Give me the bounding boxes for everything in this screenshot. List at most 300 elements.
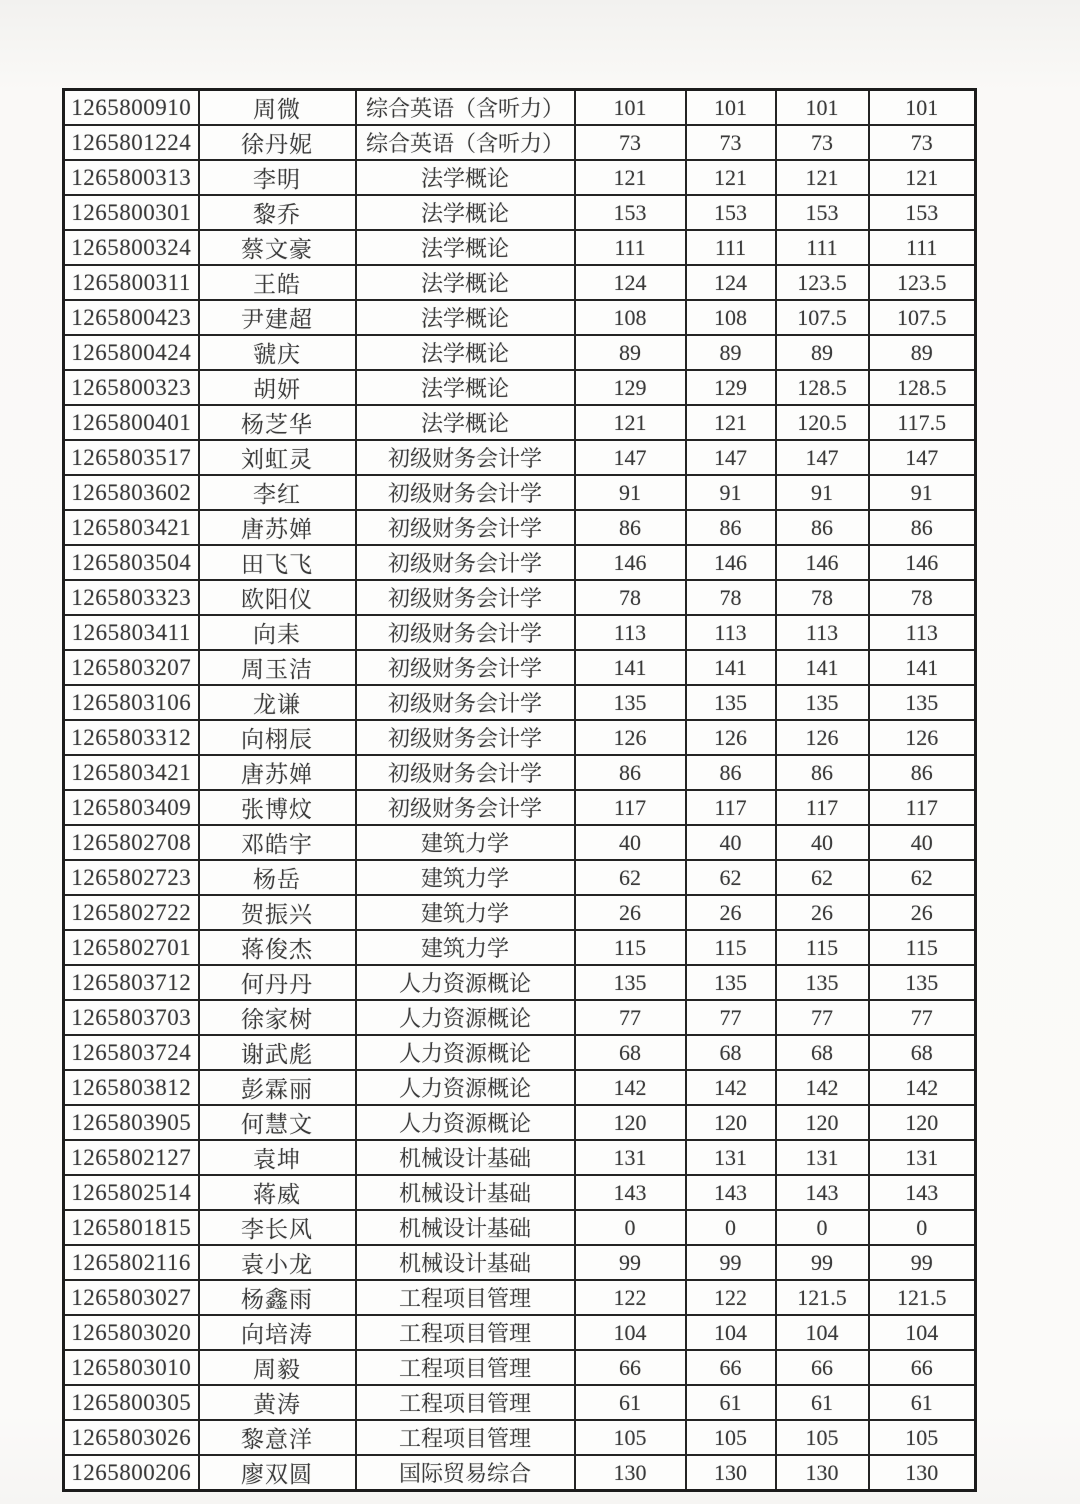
student-name-cell: 黎乔: [199, 195, 356, 230]
score-1-cell: 89: [575, 335, 686, 370]
subject-cell: 建筑力学: [356, 860, 575, 895]
student-id-cell: 1265801224: [64, 125, 199, 160]
student-name-cell: 向耒: [199, 615, 356, 650]
score-1-cell: 120: [575, 1105, 686, 1140]
score-4-cell: 120: [869, 1105, 976, 1140]
score-3-cell: 135: [776, 965, 869, 1000]
score-1-cell: 121: [575, 160, 686, 195]
score-2-cell: 40: [686, 825, 776, 860]
subject-cell: 机械设计基础: [356, 1245, 575, 1280]
student-id-cell: 1265803812: [64, 1070, 199, 1105]
score-1-cell: 0: [575, 1210, 686, 1245]
score-2-cell: 99: [686, 1245, 776, 1280]
student-id-cell: 1265803323: [64, 580, 199, 615]
subject-cell: 法学概论: [356, 160, 575, 195]
score-4-cell: 135: [869, 965, 976, 1000]
score-3-cell: 66: [776, 1350, 869, 1385]
student-name-cell: 李明: [199, 160, 356, 195]
score-4-cell: 130: [869, 1455, 976, 1491]
score-2-cell: 86: [686, 755, 776, 790]
score-3-cell: 111: [776, 230, 869, 265]
score-4-cell: 143: [869, 1175, 976, 1210]
score-2-cell: 78: [686, 580, 776, 615]
subject-cell: 初级财务会计学: [356, 685, 575, 720]
table-row: [64, 300, 976, 335]
score-1-cell: 135: [575, 965, 686, 1000]
score-1-cell: 117: [575, 790, 686, 825]
student-id-cell: 1265803027: [64, 1280, 199, 1315]
student-name-cell: 黎意洋: [199, 1420, 356, 1455]
student-name-cell: 黄涛: [199, 1385, 356, 1420]
score-3-cell: 147: [776, 440, 869, 475]
score-1-cell: 108: [575, 300, 686, 335]
table-row: [64, 930, 976, 965]
table-row: [64, 265, 976, 300]
score-2-cell: 104: [686, 1315, 776, 1350]
score-2-cell: 101: [686, 90, 776, 126]
score-2-cell: 146: [686, 545, 776, 580]
student-id-cell: 1265802708: [64, 825, 199, 860]
subject-cell: 建筑力学: [356, 825, 575, 860]
score-3-cell: 101: [776, 90, 869, 126]
score-1-cell: 105: [575, 1420, 686, 1455]
score-3-cell: 142: [776, 1070, 869, 1105]
score-4-cell: 121: [869, 160, 976, 195]
score-3-cell: 107.5: [776, 300, 869, 335]
student-id-cell: 1265803421: [64, 510, 199, 545]
table-row: [64, 90, 976, 126]
student-name-cell: 周毅: [199, 1350, 356, 1385]
student-id-cell: 1265803106: [64, 685, 199, 720]
score-3-cell: 113: [776, 615, 869, 650]
score-4-cell: 105: [869, 1420, 976, 1455]
table-row: [64, 475, 976, 510]
student-name-cell: 龙谦: [199, 685, 356, 720]
student-name-cell: 向栩辰: [199, 720, 356, 755]
score-1-cell: 122: [575, 1280, 686, 1315]
student-id-cell: 1265803026: [64, 1420, 199, 1455]
table-row: [64, 1280, 976, 1315]
score-4-cell: 141: [869, 650, 976, 685]
score-3-cell: 68: [776, 1035, 869, 1070]
subject-cell: 建筑力学: [356, 895, 575, 930]
student-id-cell: 1265802127: [64, 1140, 199, 1175]
score-1-cell: 115: [575, 930, 686, 965]
student-id-cell: 1265803703: [64, 1000, 199, 1035]
student-id-cell: 1265803411: [64, 615, 199, 650]
score-3-cell: 130: [776, 1455, 869, 1491]
score-3-cell: 26: [776, 895, 869, 930]
score-3-cell: 61: [776, 1385, 869, 1420]
student-name-cell: 周玉洁: [199, 650, 356, 685]
student-name-cell: 胡妍: [199, 370, 356, 405]
table-row: [64, 335, 976, 370]
table-row: [64, 1455, 976, 1491]
table-row: [64, 1245, 976, 1280]
score-4-cell: 86: [869, 510, 976, 545]
student-id-cell: 1265803421: [64, 755, 199, 790]
table-row: [64, 1035, 976, 1070]
table-row: [64, 125, 976, 160]
score-4-cell: 73: [869, 125, 976, 160]
student-id-cell: 1265802723: [64, 860, 199, 895]
subject-cell: 国际贸易综合: [356, 1455, 575, 1491]
subject-cell: 机械设计基础: [356, 1140, 575, 1175]
score-1-cell: 78: [575, 580, 686, 615]
student-name-cell: 袁小龙: [199, 1245, 356, 1280]
student-name-cell: 徐丹妮: [199, 125, 356, 160]
student-id-cell: 1265803712: [64, 965, 199, 1000]
student-name-cell: 谢武彪: [199, 1035, 356, 1070]
score-4-cell: 68: [869, 1035, 976, 1070]
table-row: [64, 615, 976, 650]
student-name-cell: 蒋威: [199, 1175, 356, 1210]
score-1-cell: 143: [575, 1175, 686, 1210]
student-id-cell: 1265800401: [64, 405, 199, 440]
student-name-cell: 蔡文豪: [199, 230, 356, 265]
score-1-cell: 66: [575, 1350, 686, 1385]
score-3-cell: 126: [776, 720, 869, 755]
student-id-cell: 1265802116: [64, 1245, 199, 1280]
score-4-cell: 131: [869, 1140, 976, 1175]
subject-cell: 建筑力学: [356, 930, 575, 965]
score-3-cell: 105: [776, 1420, 869, 1455]
student-id-cell: 1265803409: [64, 790, 199, 825]
score-2-cell: 135: [686, 965, 776, 1000]
score-3-cell: 131: [776, 1140, 869, 1175]
score-3-cell: 146: [776, 545, 869, 580]
student-id-cell: 1265800206: [64, 1455, 199, 1491]
subject-cell: 初级财务会计学: [356, 720, 575, 755]
student-name-cell: 田飞飞: [199, 545, 356, 580]
score-4-cell: 128.5: [869, 370, 976, 405]
table-row: [64, 545, 976, 580]
score-1-cell: 86: [575, 755, 686, 790]
score-4-cell: 123.5: [869, 265, 976, 300]
score-4-cell: 66: [869, 1350, 976, 1385]
score-4-cell: 117: [869, 790, 976, 825]
score-1-cell: 40: [575, 825, 686, 860]
table-row: [64, 965, 976, 1000]
student-name-cell: 彭霖丽: [199, 1070, 356, 1105]
table-row: [64, 1315, 976, 1350]
score-3-cell: 73: [776, 125, 869, 160]
student-id-cell: 1265803010: [64, 1350, 199, 1385]
subject-cell: 工程项目管理: [356, 1420, 575, 1455]
score-3-cell: 78: [776, 580, 869, 615]
subject-cell: 机械设计基础: [356, 1175, 575, 1210]
score-2-cell: 62: [686, 860, 776, 895]
score-1-cell: 129: [575, 370, 686, 405]
student-name-cell: 何丹丹: [199, 965, 356, 1000]
score-3-cell: 120.5: [776, 405, 869, 440]
table-row: [64, 580, 976, 615]
score-2-cell: 115: [686, 930, 776, 965]
score-1-cell: 99: [575, 1245, 686, 1280]
student-name-cell: 虢庆: [199, 335, 356, 370]
score-4-cell: 107.5: [869, 300, 976, 335]
table-row: [64, 860, 976, 895]
student-name-cell: 廖双圆: [199, 1455, 356, 1491]
score-1-cell: 131: [575, 1140, 686, 1175]
subject-cell: 人力资源概论: [356, 1105, 575, 1140]
student-name-cell: 李红: [199, 475, 356, 510]
table-row: [64, 1175, 976, 1210]
score-4-cell: 111: [869, 230, 976, 265]
student-id-cell: 1265801815: [64, 1210, 199, 1245]
student-name-cell: 杨鑫雨: [199, 1280, 356, 1315]
student-name-cell: 杨岳: [199, 860, 356, 895]
student-name-cell: 刘虹灵: [199, 440, 356, 475]
table-row: [64, 1000, 976, 1035]
score-4-cell: 89: [869, 335, 976, 370]
table-row: [64, 1140, 976, 1175]
student-id-cell: 1265803312: [64, 720, 199, 755]
score-4-cell: 26: [869, 895, 976, 930]
score-3-cell: 104: [776, 1315, 869, 1350]
score-2-cell: 89: [686, 335, 776, 370]
student-id-cell: 1265800910: [64, 90, 199, 126]
score-2-cell: 73: [686, 125, 776, 160]
score-1-cell: 77: [575, 1000, 686, 1035]
score-2-cell: 122: [686, 1280, 776, 1315]
score-3-cell: 115: [776, 930, 869, 965]
table-row: [64, 510, 976, 545]
score-3-cell: 120: [776, 1105, 869, 1140]
score-2-cell: 111: [686, 230, 776, 265]
score-1-cell: 142: [575, 1070, 686, 1105]
subject-cell: 初级财务会计学: [356, 755, 575, 790]
subject-cell: 工程项目管理: [356, 1280, 575, 1315]
subject-cell: 综合英语（含听力）: [356, 125, 575, 160]
student-name-cell: 唐苏婵: [199, 510, 356, 545]
score-2-cell: 147: [686, 440, 776, 475]
student-name-cell: 王皓: [199, 265, 356, 300]
score-4-cell: 146: [869, 545, 976, 580]
subject-cell: 法学概论: [356, 230, 575, 265]
score-1-cell: 26: [575, 895, 686, 930]
score-2-cell: 66: [686, 1350, 776, 1385]
score-2-cell: 135: [686, 685, 776, 720]
student-id-cell: 1265800305: [64, 1385, 199, 1420]
score-1-cell: 111: [575, 230, 686, 265]
score-4-cell: 147: [869, 440, 976, 475]
table-row: [64, 650, 976, 685]
score-4-cell: 101: [869, 90, 976, 126]
subject-cell: 工程项目管理: [356, 1350, 575, 1385]
student-id-cell: 1265800423: [64, 300, 199, 335]
student-name-cell: 邓皓宇: [199, 825, 356, 860]
score-2-cell: 129: [686, 370, 776, 405]
score-2-cell: 0: [686, 1210, 776, 1245]
student-id-cell: 1265803602: [64, 475, 199, 510]
table-row: [64, 160, 976, 195]
table-row: [64, 1105, 976, 1140]
score-2-cell: 113: [686, 615, 776, 650]
subject-cell: 初级财务会计学: [356, 545, 575, 580]
score-1-cell: 153: [575, 195, 686, 230]
score-1-cell: 146: [575, 545, 686, 580]
score-3-cell: 121.5: [776, 1280, 869, 1315]
score-4-cell: 153: [869, 195, 976, 230]
table-row: [64, 685, 976, 720]
score-3-cell: 99: [776, 1245, 869, 1280]
score-3-cell: 77: [776, 1000, 869, 1035]
score-1-cell: 62: [575, 860, 686, 895]
score-2-cell: 121: [686, 160, 776, 195]
score-3-cell: 62: [776, 860, 869, 895]
score-2-cell: 141: [686, 650, 776, 685]
score-4-cell: 61: [869, 1385, 976, 1420]
student-name-cell: 徐家树: [199, 1000, 356, 1035]
subject-cell: 初级财务会计学: [356, 615, 575, 650]
score-3-cell: 91: [776, 475, 869, 510]
student-id-cell: 1265803517: [64, 440, 199, 475]
score-3-cell: 40: [776, 825, 869, 860]
student-id-cell: 1265800311: [64, 265, 199, 300]
score-3-cell: 0: [776, 1210, 869, 1245]
score-table: [62, 88, 977, 1492]
subject-cell: 人力资源概论: [356, 1000, 575, 1035]
table-row: [64, 825, 976, 860]
student-id-cell: 1265803905: [64, 1105, 199, 1140]
score-4-cell: 113: [869, 615, 976, 650]
student-name-cell: 周微: [199, 90, 356, 126]
score-3-cell: 89: [776, 335, 869, 370]
score-1-cell: 147: [575, 440, 686, 475]
table-row: [64, 1420, 976, 1455]
score-2-cell: 124: [686, 265, 776, 300]
subject-cell: 人力资源概论: [356, 965, 575, 1000]
subject-cell: 法学概论: [356, 370, 575, 405]
score-2-cell: 68: [686, 1035, 776, 1070]
student-id-cell: 1265802722: [64, 895, 199, 930]
student-id-cell: 1265803020: [64, 1315, 199, 1350]
score-1-cell: 101: [575, 90, 686, 126]
score-4-cell: 99: [869, 1245, 976, 1280]
subject-cell: 初级财务会计学: [356, 440, 575, 475]
score-4-cell: 121.5: [869, 1280, 976, 1315]
score-2-cell: 153: [686, 195, 776, 230]
subject-cell: 初级财务会计学: [356, 650, 575, 685]
score-4-cell: 115: [869, 930, 976, 965]
table-row: [64, 1070, 976, 1105]
score-2-cell: 61: [686, 1385, 776, 1420]
student-name-cell: 尹建超: [199, 300, 356, 335]
subject-cell: 人力资源概论: [356, 1035, 575, 1070]
score-1-cell: 130: [575, 1455, 686, 1491]
score-3-cell: 128.5: [776, 370, 869, 405]
student-id-cell: 1265803724: [64, 1035, 199, 1070]
score-4-cell: 0: [869, 1210, 976, 1245]
subject-cell: 法学概论: [356, 300, 575, 335]
student-name-cell: 何慧文: [199, 1105, 356, 1140]
score-2-cell: 121: [686, 405, 776, 440]
score-1-cell: 135: [575, 685, 686, 720]
subject-cell: 初级财务会计学: [356, 475, 575, 510]
score-2-cell: 120: [686, 1105, 776, 1140]
subject-cell: 初级财务会计学: [356, 790, 575, 825]
student-name-cell: 李长风: [199, 1210, 356, 1245]
score-4-cell: 126: [869, 720, 976, 755]
table-row: [64, 230, 976, 265]
subject-cell: 法学概论: [356, 265, 575, 300]
student-id-cell: 1265800324: [64, 230, 199, 265]
score-3-cell: 117: [776, 790, 869, 825]
score-table-body: [64, 90, 976, 1491]
student-name-cell: 唐苏婵: [199, 755, 356, 790]
score-1-cell: 104: [575, 1315, 686, 1350]
score-1-cell: 91: [575, 475, 686, 510]
score-1-cell: 61: [575, 1385, 686, 1420]
score-4-cell: 77: [869, 1000, 976, 1035]
subject-cell: 机械设计基础: [356, 1210, 575, 1245]
student-name-cell: 贺振兴: [199, 895, 356, 930]
table-row: [64, 895, 976, 930]
score-2-cell: 105: [686, 1420, 776, 1455]
score-1-cell: 73: [575, 125, 686, 160]
student-id-cell: 1265800424: [64, 335, 199, 370]
student-id-cell: 1265803207: [64, 650, 199, 685]
score-2-cell: 131: [686, 1140, 776, 1175]
score-3-cell: 123.5: [776, 265, 869, 300]
score-4-cell: 86: [869, 755, 976, 790]
score-2-cell: 108: [686, 300, 776, 335]
score-2-cell: 130: [686, 1455, 776, 1491]
subject-cell: 法学概论: [356, 335, 575, 370]
score-2-cell: 26: [686, 895, 776, 930]
score-2-cell: 126: [686, 720, 776, 755]
subject-cell: 工程项目管理: [356, 1385, 575, 1420]
table-row: [64, 720, 976, 755]
score-4-cell: 142: [869, 1070, 976, 1105]
score-3-cell: 86: [776, 510, 869, 545]
score-2-cell: 77: [686, 1000, 776, 1035]
table-row: [64, 755, 976, 790]
score-4-cell: 62: [869, 860, 976, 895]
subject-cell: 法学概论: [356, 405, 575, 440]
table-row: [64, 405, 976, 440]
subject-cell: 综合英语（含听力）: [356, 90, 575, 126]
score-4-cell: 135: [869, 685, 976, 720]
score-1-cell: 86: [575, 510, 686, 545]
subject-cell: 初级财务会计学: [356, 580, 575, 615]
score-4-cell: 78: [869, 580, 976, 615]
score-1-cell: 121: [575, 405, 686, 440]
score-4-cell: 104: [869, 1315, 976, 1350]
score-1-cell: 113: [575, 615, 686, 650]
table-row: [64, 370, 976, 405]
table-row: [64, 1385, 976, 1420]
score-1-cell: 126: [575, 720, 686, 755]
table-row: [64, 790, 976, 825]
student-id-cell: 1265800301: [64, 195, 199, 230]
student-name-cell: 向培涛: [199, 1315, 356, 1350]
subject-cell: 法学概论: [356, 195, 575, 230]
subject-cell: 工程项目管理: [356, 1315, 575, 1350]
student-id-cell: 1265802514: [64, 1175, 199, 1210]
score-2-cell: 117: [686, 790, 776, 825]
score-4-cell: 91: [869, 475, 976, 510]
student-name-cell: 袁坤: [199, 1140, 356, 1175]
subject-cell: 人力资源概论: [356, 1070, 575, 1105]
score-3-cell: 135: [776, 685, 869, 720]
student-id-cell: 1265803504: [64, 545, 199, 580]
score-3-cell: 86: [776, 755, 869, 790]
score-3-cell: 141: [776, 650, 869, 685]
table-row: [64, 1210, 976, 1245]
score-2-cell: 91: [686, 475, 776, 510]
